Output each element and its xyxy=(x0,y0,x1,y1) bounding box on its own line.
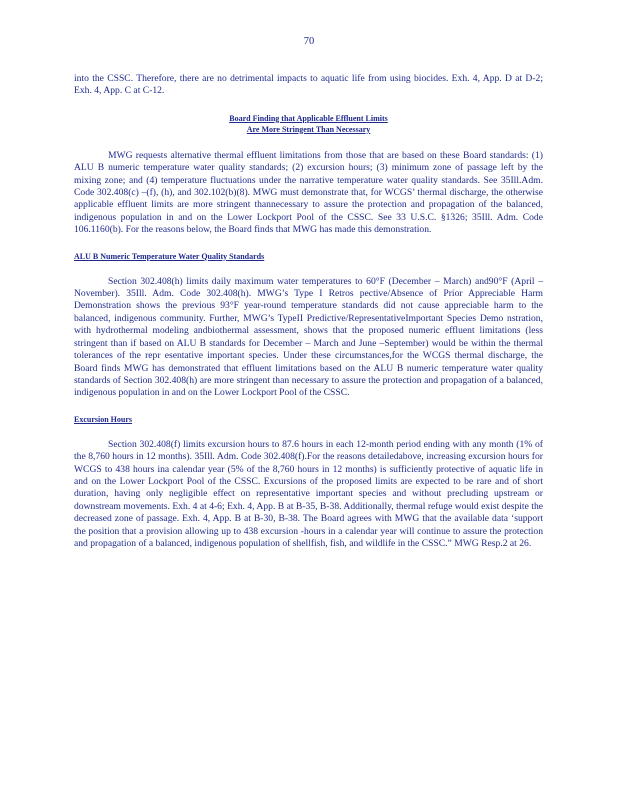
board-finding-heading-line2: Are More Stringent Than Necessary xyxy=(246,124,371,134)
alu-b-paragraph: Section 302.408(h) limits daily maximum water temperatures to 60°F (December – March) and90°F (April – November). 35Ill. Adm. Code 302.408(h). MWG’s Type I Retros pective/Absence of Prior Appreciable Harm Demonstration shows the previous 93°F year-round temperature standards did not cause appreciable harm to the balanced, indigenous community. Further, MWG’s TypeII Predictive/RepresentativeImportant Species Demo nstration, with hydrothermal modeling andbiothermal assessment, shows that the proposed numeric effluent limitations (less stringent than if based on ALU B standards for December – March and June –September) would be within the thermal tolerances of the repr esentative important species. Under these circumstances,for the WCGS thermal discharge, the Board finds MWG has demonstrated that effluent limitations based on the ALU B numeric temperature water quality standards of Section 302.408(h) are more stringent than necessary to assure the protection and propagation of a balanced, indigenous population in and on the Lower Lockport Pool of the CSSC. xyxy=(74,275,543,399)
excursion-hours-heading: Excursion Hours xyxy=(74,414,133,424)
page-number: 70 xyxy=(303,36,315,47)
board-finding-paragraph: MWG requests alternative thermal effluent limitations from those that are based on these Board standards: (1) ALU B numeric temperature water quality standards; (2) excursion hours; (3) minimum zone of passage left by the mixing zone; and (4) temperature fluctuations under the narrative temperature water quality standards. See 35Ill.Adm. Code 302.408(c) –(f), (h), and 302.102(b)(8). MWG must demonstrate that, for WCGS’ thermal discharge, the otherwise applicable effluent limits are more stringent thannecessary to assure the protection and propagation of the balanced, indigenous population in and on the Lower Lockport Pool of the CSSC. See 33 U.S.C. §1326; 35Ill. Adm. Code 106.1160(b). For the reasons below, the Board finds that MWG has made this demonstration. xyxy=(74,149,543,236)
alu-b-heading: ALU B Numeric Temperature Water Quality Standards xyxy=(74,251,265,261)
intro-paragraph: into the CSSC. Therefore, there are no detrimental impacts to aquatic life from using biocides. Exh. 4, App. D at D-2; Exh. 4, App. C at C-12. xyxy=(74,73,543,97)
board-finding-heading-line1: Board Finding that Applicable Effluent Limits xyxy=(229,113,388,123)
excursion-hours-paragraph: Section 302.408(f) limits excursion hours to 87.6 hours in each 12-month period ending with any month (1% of the 8,760 hours in 12 months). 35Ill. Adm. Code 302.408(f).For the reasons detailedabove, increasing excursion hours for WCGS to 438 hours ina calendar year (5% of the 8,760 hours in 12 months) is sufficiently protective of aquatic life in and on the Lower Lockport Pool of the CSSC. Excursions of the proposed limits are expected to be rare and of short duration, having only negligible effect on representative important species and without precluding upstream or downstream movements. Exh. 4 at 4-6; Exh. 4, App. B at B-35, B-38. Additionally, thermal refuge would exist despite the decreased zone of passage. Exh. 4, App. B at B-30, B-38. The Board agrees with MWG that the available data ‘support the position that a provision allowing up to 438 excursion -hours in a calendar year will continue to assure the protection and propagation of a balanced, indigenous population of shellfish, fish, and wildlife in the CSSC.” MWG Resp.2 at 26. xyxy=(74,438,543,549)
page-body xyxy=(74,73,543,550)
board-finding-heading xyxy=(74,113,543,135)
